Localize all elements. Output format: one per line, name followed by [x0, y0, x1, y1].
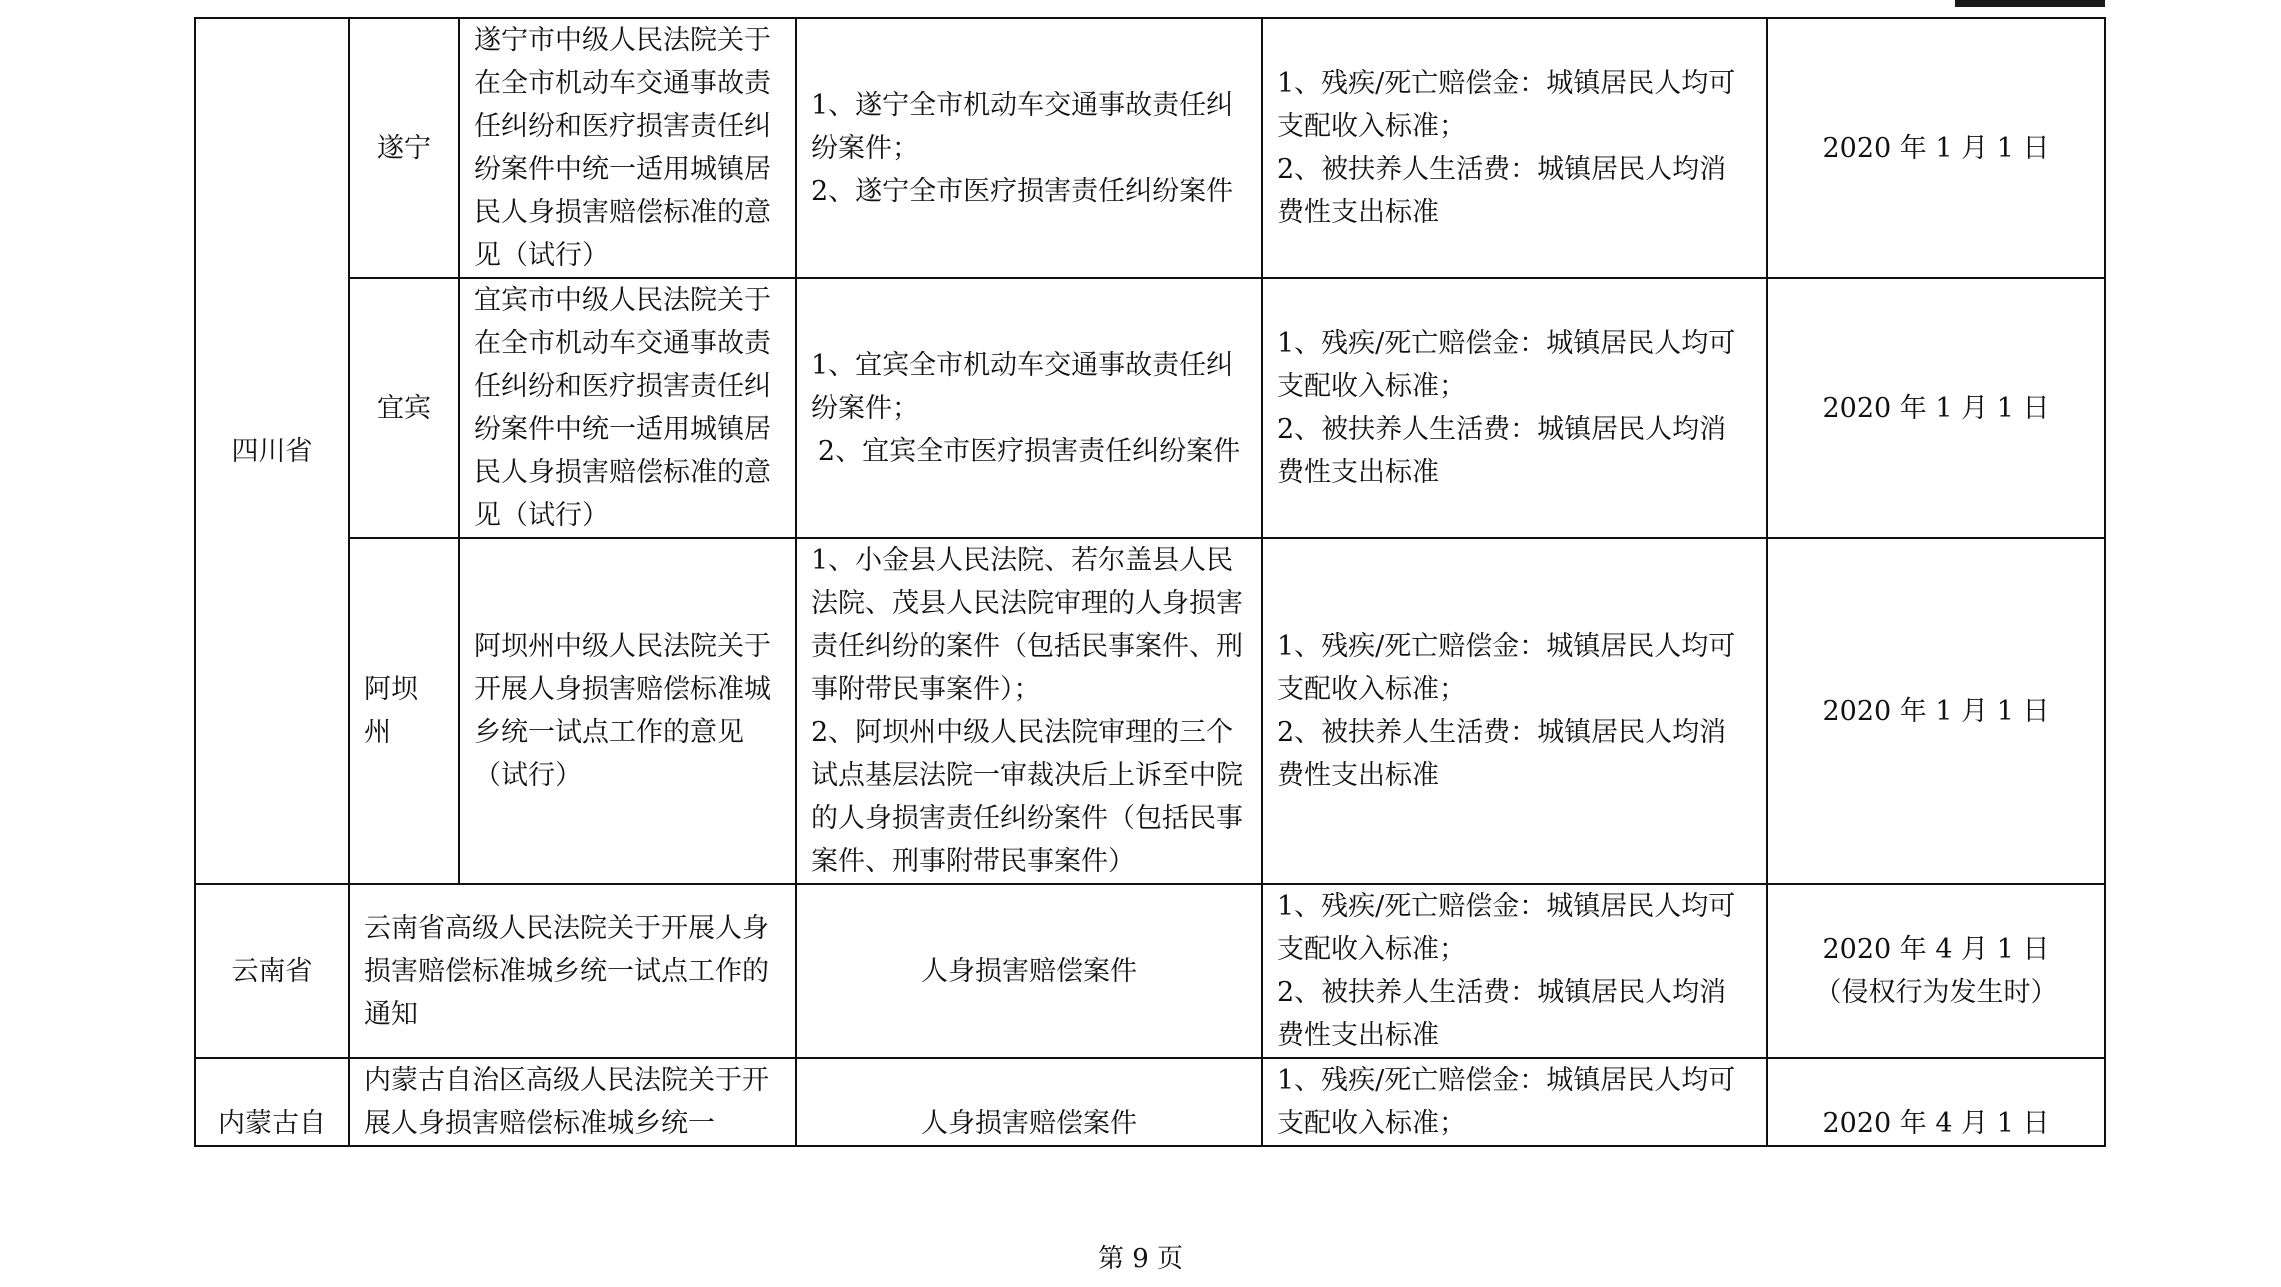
date-line: （侵权行为发生时）	[1814, 977, 2058, 1008]
standard-line: 2、被扶养人生活费：城镇居民人均消费性支出标准	[1277, 414, 1727, 488]
scope-line: 1、遂宁全市机动车交通事故责任纠纷案件；	[811, 89, 1234, 164]
table-row	[195, 538, 2105, 884]
standard-cell	[1262, 1058, 1767, 1146]
document-title-cell: 遂宁市中级人民法院关于在全市机动车交通事故责任纠纷和医疗损害责任纠纷案件中统一适用城镇居民人身损害赔偿标准的意见（试行）	[459, 18, 796, 278]
document-title-cell: 云南省高级人民法院关于开展人身损害赔偿标准城乡统一试点工作的通知	[349, 884, 796, 1058]
scope-cell	[796, 18, 1262, 278]
effective-date-cell	[1767, 538, 2105, 884]
table-row	[195, 278, 2105, 538]
scope-cell	[796, 884, 1262, 1058]
standard-line: 1、残疾/死亡赔偿金：城镇居民人均可支配收入标准；	[1277, 1065, 1736, 1139]
city-cell: 遂宁	[349, 18, 459, 278]
effective-date-cell	[1767, 278, 2105, 538]
effective-date-cell	[1767, 18, 2105, 278]
standard-line: 2、被扶养人生活费：城镇居民人均消费性支出标准	[1277, 717, 1727, 791]
standard-line: 1、残疾/死亡赔偿金：城镇居民人均可支配收入标准；	[1277, 631, 1736, 705]
standard-cell	[1262, 884, 1767, 1058]
table-row	[195, 1058, 2105, 1146]
scope-line: 2、宜宾全市医疗损害责任纠纷案件	[817, 435, 1241, 467]
province-cell: 内蒙古自	[195, 1058, 349, 1146]
compensation-standard-table	[194, 17, 2106, 1147]
province-cell: 云南省	[195, 884, 349, 1058]
page-number: 第 9 页	[1097, 1244, 1184, 1274]
date-line: 2020 年 1 月 1 日	[1822, 132, 2050, 164]
standard-cell	[1262, 538, 1767, 884]
document-title-cell: 内蒙古自治区高级人民法院关于开展人身损害赔偿标准城乡统一	[349, 1058, 796, 1146]
date-line: 2020 年 4 月 1 日	[1822, 934, 2050, 965]
scope-line: 1、宜宾全市机动车交通事故责任纠纷案件；	[811, 349, 1234, 424]
date-line: 2020 年 1 月 1 日	[1822, 695, 2050, 727]
city-cell: 阿坝州	[349, 538, 459, 884]
date-line: 2020 年 4 月 1 日	[1822, 1108, 2050, 1139]
standard-cell	[1262, 278, 1767, 538]
scope-line: 2、遂宁全市医疗损害责任纠纷案件	[811, 175, 1234, 207]
province-cell: 四川省	[195, 18, 349, 884]
standard-line: 1、残疾/死亡赔偿金：城镇居民人均可支配收入标准；	[1277, 891, 1736, 965]
standard-line: 2、被扶养人生活费：城镇居民人均消费性支出标准	[1277, 977, 1727, 1051]
scope-cell	[796, 1058, 1262, 1146]
scope-cell	[796, 538, 1262, 884]
document-title-cell: 阿坝州中级人民法院关于开展人身损害赔偿标准城乡统一试点工作的意见（试行）	[459, 538, 796, 884]
city-cell: 宜宾	[349, 278, 459, 538]
scope-line: 人身损害赔偿案件	[921, 1108, 1137, 1139]
table-row	[195, 884, 2105, 1058]
standard-line: 1、残疾/死亡赔偿金：城镇居民人均可支配收入标准；	[1277, 68, 1736, 142]
scope-cell	[796, 278, 1262, 538]
effective-date-cell	[1767, 1058, 2105, 1146]
standard-line: 1、残疾/死亡赔偿金：城镇居民人均可支配收入标准；	[1277, 328, 1736, 402]
header-mark	[1955, 0, 2105, 7]
scope-line: 人身损害赔偿案件	[921, 955, 1137, 987]
document-title-cell: 宜宾市中级人民法院关于在全市机动车交通事故责任纠纷和医疗损害责任纠纷案件中统一适用城镇居民人身损害赔偿标准的意见（试行）	[459, 278, 796, 538]
standard-line: 2、被扶养人生活费：城镇居民人均消费性支出标准	[1277, 154, 1727, 228]
table-row	[195, 18, 2105, 278]
date-line: 2020 年 1 月 1 日	[1822, 392, 2050, 424]
effective-date-cell	[1767, 884, 2105, 1058]
scope-line: 1、小金县人民法院、若尔盖县人民法院、茂县人民法院审理的人身损害责任纠纷的案件（包括民事案件、刑事附带民事案件）；	[811, 545, 1243, 705]
standard-cell	[1262, 18, 1767, 278]
scope-line: 2、阿坝州中级人民法院审理的三个试点基层法院一审裁决后上诉至中院的人身损害责任纠纷案件（包括民事案件、刑事附带民事案件）	[811, 717, 1243, 877]
